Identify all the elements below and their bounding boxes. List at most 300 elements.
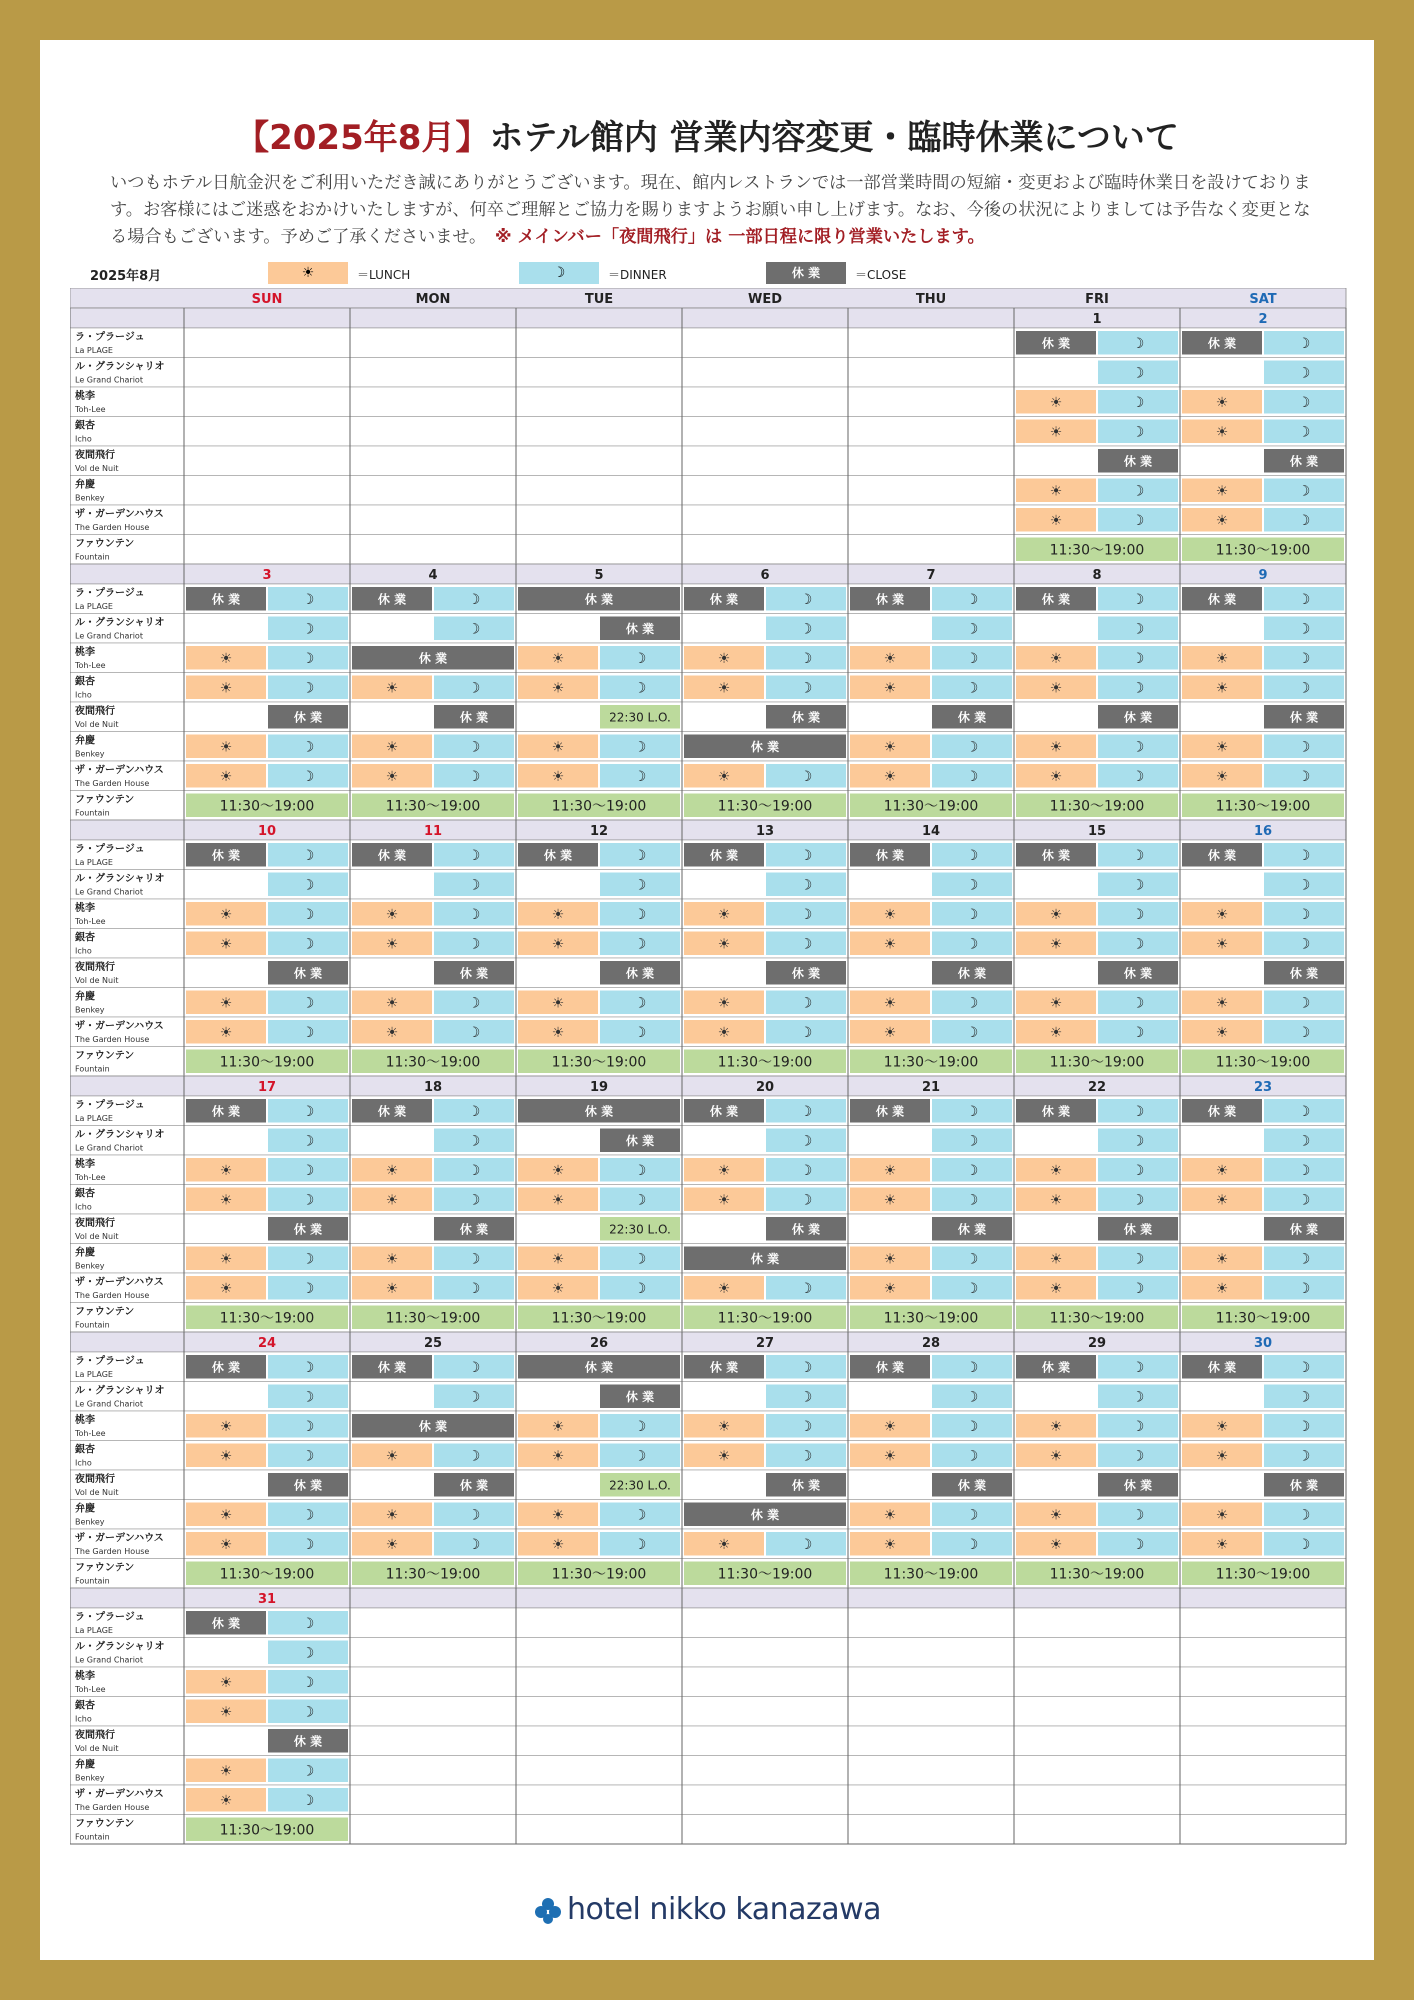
- schedule-cell: [1180, 1785, 1346, 1815]
- moon-icon: ☽: [1131, 365, 1145, 382]
- day-number: 6: [760, 568, 770, 583]
- moon-icon: ☽: [301, 1704, 315, 1721]
- moon-icon: ☽: [1297, 1448, 1311, 1465]
- moon-icon: ☽: [467, 1280, 481, 1297]
- sun-icon: ☀: [717, 906, 731, 923]
- moon-icon: ☽: [1131, 680, 1145, 697]
- moon-icon: ☽: [799, 1359, 813, 1376]
- closed-label: 休 業: [584, 592, 614, 607]
- day-number: 2: [1258, 312, 1268, 327]
- closed-label: 休 業: [791, 710, 821, 725]
- moon-icon: ☽: [1131, 1448, 1145, 1465]
- notice-page: [40, 40, 1374, 1960]
- closed-label: 休 業: [791, 966, 821, 981]
- sun-icon: ☀: [385, 680, 399, 697]
- closed-label: 休 業: [875, 848, 905, 863]
- moon-icon: ☽: [1131, 1418, 1145, 1435]
- closed-label: 休 業: [625, 621, 655, 636]
- closed-label: 休 業: [1123, 710, 1153, 725]
- moon-icon: ☽: [799, 768, 813, 785]
- sun-icon: ☀: [219, 650, 233, 667]
- schedule-cell: [1014, 1667, 1180, 1697]
- schedule-cell: [682, 417, 848, 447]
- sun-icon: ☀: [1215, 680, 1229, 697]
- sun-icon: ☀: [385, 739, 399, 756]
- schedule-cell: [350, 1638, 516, 1668]
- schedule-cell: [848, 328, 1014, 358]
- schedule-cell: [1014, 1608, 1180, 1638]
- schedule-cell: [848, 476, 1014, 506]
- legend-dinner-text: ＝DINNER: [608, 268, 667, 282]
- moon-icon: ☽: [633, 936, 647, 953]
- moon-icon: ☽: [467, 1103, 481, 1120]
- schedule-calendar: [70, 288, 1347, 1868]
- closed-label: 休 業: [584, 1360, 614, 1375]
- moon-icon: ☽: [799, 847, 813, 864]
- schedule-cell: [682, 328, 848, 358]
- moon-icon: ☽: [1131, 847, 1145, 864]
- sun-icon: ☀: [1049, 906, 1063, 923]
- sun-icon: ☀: [1049, 1536, 1063, 1553]
- moon-icon: ☽: [799, 650, 813, 667]
- moon-icon: ☽: [301, 1024, 315, 1041]
- closed-label: 休 業: [377, 1104, 407, 1119]
- schedule-cell: [1180, 1726, 1346, 1756]
- schedule-cell: [848, 1756, 1014, 1786]
- schedule-cell: [682, 1667, 848, 1697]
- sun-icon: ☀: [219, 936, 233, 953]
- schedule-cell: [350, 1815, 516, 1845]
- moon-icon: ☽: [1131, 1359, 1145, 1376]
- moon-icon: ☽: [467, 1448, 481, 1465]
- restaurant-name-en: Toh-Lee: [75, 661, 106, 670]
- moon-icon: ☽: [799, 1024, 813, 1041]
- restaurant-name-en: La PLAGE: [75, 346, 113, 355]
- hours-label: 11:30〜19:00: [883, 1310, 979, 1327]
- moon-icon: ☽: [1131, 1507, 1145, 1524]
- hours-label: 11:30〜19:00: [551, 798, 647, 815]
- sun-icon: ☀: [385, 1507, 399, 1524]
- sun-icon: ☀: [1215, 1536, 1229, 1553]
- day-number: 31: [257, 1592, 277, 1607]
- hours-label: 11:30〜19:00: [1049, 1566, 1145, 1583]
- schedule-cell: [682, 1785, 848, 1815]
- moon-icon: ☽: [965, 591, 979, 608]
- schedule-cell: [848, 387, 1014, 417]
- hotel-brand-name: hotel nikko kanazawa: [566, 1892, 882, 1927]
- sun-icon: ☀: [883, 1251, 897, 1268]
- schedule-cell: [682, 535, 848, 565]
- hours-label: 11:30〜19:00: [1049, 798, 1145, 815]
- sun-icon: ☀: [551, 1507, 565, 1524]
- day-number: 16: [1253, 824, 1273, 839]
- schedule-cell: [848, 1608, 1014, 1638]
- moon-icon: ☽: [301, 1615, 315, 1632]
- week-header-bg: [70, 564, 1346, 584]
- restaurant-name-ja: 夜間飛行: [75, 450, 115, 461]
- day-number: 24: [257, 1336, 277, 1351]
- sun-icon: ☀: [883, 1536, 897, 1553]
- schedule-cell: [1180, 1638, 1346, 1668]
- restaurant-name-en: Benkey: [75, 1517, 105, 1527]
- restaurant-name-ja: 夜間飛行: [75, 1730, 115, 1741]
- schedule-cell: [682, 476, 848, 506]
- moon-icon: ☽: [1297, 1251, 1311, 1268]
- day-number: 23: [1253, 1080, 1273, 1095]
- closed-label: 休 業: [377, 1360, 407, 1375]
- sun-icon: ☀: [1215, 1162, 1229, 1179]
- restaurant-name-ja: 弁慶: [75, 1247, 95, 1259]
- hours-label: 11:30〜19:00: [717, 798, 813, 815]
- restaurant-name-ja: 桃李: [75, 903, 95, 914]
- closed-label: 休 業: [1123, 966, 1153, 981]
- moon-icon: ☽: [799, 1536, 813, 1553]
- sun-icon: ☀: [883, 1448, 897, 1465]
- last-order-label: 22:30 L.O.: [609, 710, 671, 725]
- schedule-cell: [848, 1785, 1014, 1815]
- day-number: 29: [1087, 1336, 1107, 1351]
- weekday-fri: FRI: [1085, 292, 1109, 307]
- sun-icon: ☀: [385, 1536, 399, 1553]
- restaurant-name-en: Vol de Nuit: [75, 1488, 119, 1497]
- closed-label: 休 業: [293, 1734, 323, 1749]
- day-number: 8: [1092, 568, 1102, 583]
- moon-icon: ☽: [1297, 995, 1311, 1012]
- sun-icon: ☀: [219, 1507, 233, 1524]
- sun-icon: ☀: [1049, 1251, 1063, 1268]
- moon-icon: ☽: [799, 591, 813, 608]
- restaurant-name-en: Fountain: [75, 1576, 110, 1586]
- closed-label: 休 業: [543, 848, 573, 863]
- closed-label: 休 業: [709, 1360, 739, 1375]
- sun-icon: ☀: [385, 768, 399, 785]
- day-number: 28: [921, 1336, 941, 1351]
- restaurant-name-en: Fountain: [75, 1832, 110, 1842]
- sun-icon: ☀: [1049, 483, 1063, 500]
- restaurant-name-ja: ファウンテン: [75, 1050, 135, 1062]
- moon-icon: ☽: [301, 1763, 315, 1780]
- hours-label: 11:30〜19:00: [219, 1310, 315, 1327]
- hours-label: 11:30〜19:00: [1215, 542, 1311, 559]
- sun-icon: ☀: [883, 1507, 897, 1524]
- sun-icon: ☀: [1215, 394, 1229, 411]
- sun-icon: ☀: [219, 1704, 233, 1721]
- moon-icon: ☽: [1131, 739, 1145, 756]
- sun-icon: ☀: [1215, 424, 1229, 441]
- moon-icon: ☽: [1297, 877, 1311, 894]
- closed-label: 休 業: [584, 1104, 614, 1119]
- schedule-cell: [516, 1815, 682, 1845]
- moon-icon: ☽: [301, 877, 315, 894]
- closed-label: 休 業: [709, 1104, 739, 1119]
- restaurant-name-en: The Garden House: [75, 1291, 150, 1300]
- restaurant-name-en: Le Grand Chariot: [75, 1399, 143, 1409]
- sun-icon: ☀: [1215, 1418, 1229, 1435]
- schedule-cell: [516, 1785, 682, 1815]
- moon-icon: ☽: [467, 1133, 481, 1150]
- moon-icon: ☽: [799, 1418, 813, 1435]
- schedule-cell: [1014, 1697, 1180, 1727]
- sun-icon: ☀: [1049, 1024, 1063, 1041]
- schedule-cell: [1014, 1638, 1180, 1668]
- restaurant-name-en: Toh-Lee: [75, 1429, 106, 1438]
- sun-icon: ☀: [551, 1162, 565, 1179]
- moon-icon: ☽: [1131, 335, 1145, 352]
- moon-icon: ☽: [965, 1448, 979, 1465]
- schedule-cell: [184, 505, 350, 535]
- schedule-cell: [848, 1726, 1014, 1756]
- moon-icon: ☽: [965, 936, 979, 953]
- moon-icon: ☽: [633, 650, 647, 667]
- moon-icon: ☽: [965, 621, 979, 638]
- restaurant-name-ja: 桃李: [75, 1415, 95, 1426]
- schedule-cell: [682, 505, 848, 535]
- restaurant-name-ja: ラ・プラージュ: [75, 332, 145, 343]
- restaurant-name-en: Icho: [75, 690, 92, 700]
- moon-icon: ☽: [467, 1251, 481, 1268]
- restaurant-name-ja: ル・グランシャリオ: [75, 1385, 165, 1397]
- schedule-cell: [350, 358, 516, 388]
- sun-icon: ☀: [385, 1251, 399, 1268]
- sun-icon: ☀: [883, 739, 897, 756]
- restaurant-name-en: La PLAGE: [75, 602, 113, 611]
- hours-label: 11:30〜19:00: [551, 1310, 647, 1327]
- schedule-cell: [184, 387, 350, 417]
- sun-icon: ☀: [551, 680, 565, 697]
- restaurant-name-ja: ザ・ガーデンハウス: [75, 1021, 164, 1032]
- moon-icon: ☽: [1131, 1389, 1145, 1406]
- sun-icon: ☀: [883, 906, 897, 923]
- closed-label: 休 業: [875, 1360, 905, 1375]
- schedule-cell: [682, 1638, 848, 1668]
- closed-label: 休 業: [377, 848, 407, 863]
- moon-icon: ☽: [1131, 512, 1145, 529]
- schedule-cell: [1014, 1756, 1180, 1786]
- schedule-cell: [516, 328, 682, 358]
- restaurant-name-ja: 夜間飛行: [75, 706, 115, 717]
- moon-icon: ☽: [633, 1507, 647, 1524]
- closed-label: 休 業: [1207, 848, 1237, 863]
- restaurant-name-en: Fountain: [75, 552, 110, 562]
- restaurant-name-ja: ル・グランシャリオ: [75, 1641, 165, 1653]
- moon-icon: ☽: [301, 1162, 315, 1179]
- restaurant-name-en: La PLAGE: [75, 1370, 113, 1379]
- schedule-cell: [1014, 1815, 1180, 1845]
- closed-label: 休 業: [1289, 966, 1319, 981]
- closed-label: 休 業: [1207, 1104, 1237, 1119]
- closed-label: 休 業: [377, 592, 407, 607]
- restaurant-name-en: Benkey: [75, 749, 105, 759]
- restaurant-name-en: Vol de Nuit: [75, 464, 119, 473]
- sun-icon: ☀: [551, 906, 565, 923]
- sun-icon: ☀: [1049, 424, 1063, 441]
- moon-icon: ☽: [1297, 739, 1311, 756]
- moon-icon: ☽: [301, 591, 315, 608]
- sun-icon: ☀: [551, 1536, 565, 1553]
- restaurant-name-en: Icho: [75, 1714, 92, 1724]
- page-title: [40, 110, 1374, 159]
- restaurant-name-en: Le Grand Chariot: [75, 1143, 143, 1153]
- moon-icon: ☽: [633, 877, 647, 894]
- moon-icon: ☽: [965, 1251, 979, 1268]
- restaurant-name-en: Benkey: [75, 493, 105, 503]
- sun-icon: ☀: [717, 1024, 731, 1041]
- sun-icon: ☀: [219, 1448, 233, 1465]
- last-order-label: 22:30 L.O.: [609, 1222, 671, 1237]
- moon-icon: ☽: [1297, 591, 1311, 608]
- moon-icon: ☽: [1297, 1280, 1311, 1297]
- schedule-cell: [848, 1697, 1014, 1727]
- sun-icon: ☀: [385, 936, 399, 953]
- schedule-cell: [516, 1756, 682, 1786]
- sun-icon: ☀: [717, 1536, 731, 1553]
- schedule-cell: [1180, 1815, 1346, 1845]
- moon-icon: ☽: [799, 936, 813, 953]
- moon-icon: ☽: [965, 1133, 979, 1150]
- sun-icon: ☀: [1215, 1507, 1229, 1524]
- schedule-cell: [350, 535, 516, 565]
- moon-icon: ☽: [1131, 906, 1145, 923]
- schedule-cell: [516, 1667, 682, 1697]
- restaurant-name-ja: ファウンテン: [75, 1818, 135, 1830]
- sun-icon: ☀: [1049, 1507, 1063, 1524]
- day-number: 11: [423, 824, 443, 839]
- restaurant-name-ja: ラ・プラージュ: [75, 1100, 145, 1111]
- closed-label: 休 業: [1289, 1222, 1319, 1237]
- hours-label: 11:30〜19:00: [219, 1822, 315, 1839]
- closed-label: 休 業: [1123, 454, 1153, 469]
- moon-icon: ☽: [965, 1507, 979, 1524]
- day-number: 21: [921, 1080, 941, 1095]
- restaurant-name-en: Fountain: [75, 808, 110, 818]
- moon-icon: ☽: [467, 936, 481, 953]
- day-number: 17: [257, 1080, 277, 1095]
- day-number: 26: [589, 1336, 609, 1351]
- moon-icon: ☽: [1297, 650, 1311, 667]
- sun-icon: ☀: [385, 1162, 399, 1179]
- schedule-cell: [1014, 1785, 1180, 1815]
- sun-icon: ☀: [717, 1448, 731, 1465]
- schedule-cell: [350, 417, 516, 447]
- day-number: 30: [1253, 1336, 1273, 1351]
- moon-icon: ☽: [552, 265, 566, 281]
- restaurant-name-ja: ル・グランシャリオ: [75, 1129, 165, 1141]
- moon-icon: ☽: [301, 650, 315, 667]
- sun-icon: ☀: [219, 680, 233, 697]
- schedule-cell: [184, 328, 350, 358]
- schedule-cell: [350, 476, 516, 506]
- closed-label: 休 業: [1041, 848, 1071, 863]
- moon-icon: ☽: [1131, 1251, 1145, 1268]
- hours-label: 11:30〜19:00: [883, 1054, 979, 1071]
- hours-label: 11:30〜19:00: [551, 1566, 647, 1583]
- restaurant-name-ja: ファウンテン: [75, 538, 135, 550]
- restaurant-name-ja: ザ・ガーデンハウス: [75, 1789, 164, 1800]
- closed-label: 休 業: [750, 1507, 780, 1522]
- moon-icon: ☽: [1297, 335, 1311, 352]
- moon-icon: ☽: [633, 1418, 647, 1435]
- restaurant-name-en: Fountain: [75, 1320, 110, 1330]
- restaurant-name-en: Icho: [75, 1202, 92, 1212]
- sun-icon: ☀: [385, 995, 399, 1012]
- sun-icon: ☀: [1215, 483, 1229, 500]
- restaurant-name-ja: 桃李: [75, 1159, 95, 1170]
- moon-icon: ☽: [1297, 1162, 1311, 1179]
- closed-label: 休 業: [1289, 1478, 1319, 1493]
- schedule-cell: [1180, 1697, 1346, 1727]
- restaurant-name-ja: 桃李: [75, 1671, 95, 1682]
- sun-icon: ☀: [1049, 739, 1063, 756]
- sun-icon: ☀: [219, 1674, 233, 1691]
- closed-label: 休 業: [750, 739, 780, 754]
- restaurant-name-ja: 夜間飛行: [75, 962, 115, 973]
- schedule-cell: [516, 1726, 682, 1756]
- restaurant-name-en: Vol de Nuit: [75, 1232, 119, 1241]
- closed-label: 休 業: [293, 710, 323, 725]
- closed-label: 休 業: [1041, 592, 1071, 607]
- moon-icon: ☽: [467, 847, 481, 864]
- moon-icon: ☽: [1297, 365, 1311, 382]
- moon-icon: ☽: [301, 768, 315, 785]
- sun-icon: ☀: [1049, 1418, 1063, 1435]
- closed-label: 休 業: [1041, 1360, 1071, 1375]
- moon-icon: ☽: [799, 621, 813, 638]
- restaurant-name-ja: 弁慶: [75, 479, 95, 491]
- restaurant-name-ja: ル・グランシャリオ: [75, 361, 165, 373]
- restaurant-name-ja: 桃李: [75, 647, 95, 658]
- sun-icon: ☀: [219, 1024, 233, 1041]
- moon-icon: ☽: [301, 1645, 315, 1662]
- moon-icon: ☽: [1297, 936, 1311, 953]
- moon-icon: ☽: [1297, 1024, 1311, 1041]
- schedule-cell: [350, 387, 516, 417]
- sun-icon: ☀: [551, 1251, 565, 1268]
- sun-icon: ☀: [717, 650, 731, 667]
- closed-label: 休 業: [1123, 1222, 1153, 1237]
- moon-icon: ☽: [965, 847, 979, 864]
- moon-icon: ☽: [1131, 1192, 1145, 1209]
- closed-label: 休 業: [211, 1616, 241, 1631]
- moon-icon: ☽: [965, 1103, 979, 1120]
- moon-icon: ☽: [799, 1280, 813, 1297]
- day-number: 25: [423, 1336, 443, 1351]
- moon-icon: ☽: [799, 680, 813, 697]
- sun-icon: ☀: [883, 1024, 897, 1041]
- weekday-thu: THU: [915, 292, 947, 307]
- hours-label: 11:30〜19:00: [385, 1310, 481, 1327]
- restaurant-name-en: Icho: [75, 434, 92, 444]
- closed-label: 休 業: [1123, 1478, 1153, 1493]
- moon-icon: ☽: [301, 680, 315, 697]
- moon-icon: ☽: [799, 1162, 813, 1179]
- moon-icon: ☽: [301, 1280, 315, 1297]
- sun-icon: ☀: [1049, 394, 1063, 411]
- closed-label: 休 業: [1041, 336, 1071, 351]
- sun-icon: ☀: [1215, 936, 1229, 953]
- closed-label: 休 業: [875, 592, 905, 607]
- schedule-cell: [350, 505, 516, 535]
- schedule-cell: [682, 446, 848, 476]
- restaurant-name-ja: 銀杏: [75, 1188, 95, 1200]
- schedule-cell: [682, 1697, 848, 1727]
- schedule-cell: [516, 1697, 682, 1727]
- closed-label: 休 業: [211, 1104, 241, 1119]
- closed-label: 休 業: [1289, 454, 1319, 469]
- restaurant-name-en: Toh-Lee: [75, 1173, 106, 1182]
- restaurant-name-en: The Garden House: [75, 523, 150, 532]
- hours-label: 11:30〜19:00: [1215, 1566, 1311, 1583]
- sun-icon: ☀: [551, 1418, 565, 1435]
